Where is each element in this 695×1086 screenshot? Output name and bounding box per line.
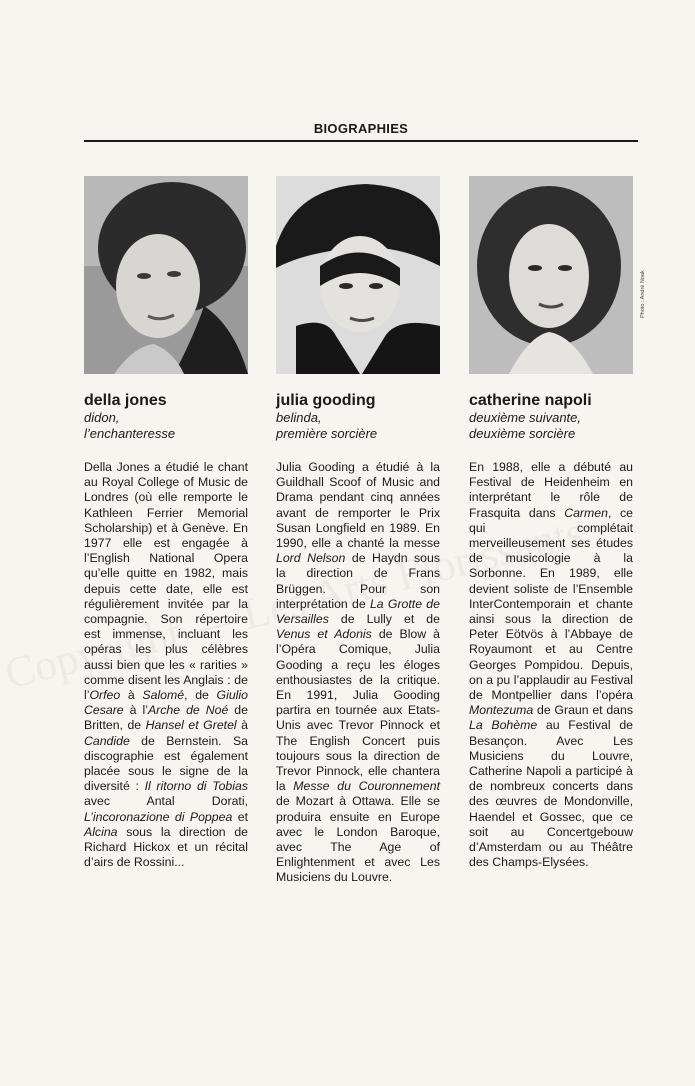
artist-role-line2: l’enchanteresse	[84, 426, 176, 441]
artist-role-line2: deuxième sorcière	[469, 426, 576, 441]
artist-column-julia-gooding	[276, 176, 440, 886]
artist-role-line1: belinda,	[276, 410, 322, 425]
artist-name: catherine napoli	[469, 392, 592, 409]
photo-credit: Photo : André Noak	[640, 270, 646, 318]
portrait-photo	[84, 176, 248, 374]
artist-name: julia gooding	[276, 392, 376, 409]
artist-column-della-jones	[84, 176, 248, 870]
artist-bio: En 1988, elle a débuté au Festival de Heidenheim en interprétant le rôle de Frasquita dans Carmen, ce qui complétait merveilleusement ses études de musicologie à la Sorbonne. En 1989, elle devient soliste de l’Ensemble InterContemporain et chante ainsi sous la direction de Peter Eötvös à l’Abbaye de Royaumont et au Centre Georges Pompidou. Depuis, on a pu l’applaudir au Festival de Montpellier dans l’opéra Montezuma de Graun et dans La Bohème au Festival de Besançon. Avec Les Musiciens du Louvre, Catherine Napoli a participé à de nombreux concerts dans des œuvres de Mondonville, Haendel et Gossec, que ce soit au Concertgebouw d’Amsterdam ou au Théâtre des Champs-Elysées.	[469, 460, 633, 870]
artist-role-line1: deuxième suivante,	[469, 410, 582, 425]
portrait-photo	[276, 176, 440, 374]
artist-bio: Della Jones a étudié le chant au Royal College of Music de Londres (où elle remporte le Kathleen Ferrier Memorial Scholarship) et à Genève. En 1977 elle est engagée à l’English National Opera qu’elle quitte en 1982, mais depuis cette date, elle est régulièrement invitée par la compagnie. Son répertoire est immense, incluant les opéras les plus célèbres aussi bien que les « rarities » comme disent les Anglais : de l’Orfeo à Salomé, de Giulio Cesare à l’Arche de Noé de Britten, de Hansel et Gretel à Candide de Bernstein. Sa discographie est également placée sous le signe de la diversité : Il ritorno di Tobias avec Antal Dorati, L’incoronazione di Poppea et Alcina sous la direction de Richard Hickox et un récital d’airs de Rossini...	[84, 460, 248, 870]
artist-role-line2: première sorcière	[276, 426, 378, 441]
artist-role-line1: didon,	[84, 410, 120, 425]
header-rule	[84, 140, 638, 142]
artist-bio: Julia Gooding a étudié à la Guildhall Scoof of Music and Drama pendant cinq années avant de remporter le Prix Susan Longfield en 1989. En 1990, elle a chanté la messe Lord Nelson de Haydn sous la direction de Frans Brüggen. Pour son interprétation de La Grotte de Versailles de Lully et de Venus et Adonis de Blow à l’Opéra Comique, Julia Gooding a reçu les éloges enthousiastes de la critique. En 1991, Julia Gooding partira en tournée aux Etats-Unis avec Trevor Pinnock et The English Concert puis toujours sous la direction de Trevor Pinnock, elle chantera la Messe du Couronnement de Mozart à Ottawa. Elle se produira ensuite en Europe avec le London Baroque, avec The Age of Enlightenment et avec Les Musiciens du Louvre.	[276, 460, 440, 885]
portrait-photo	[469, 176, 633, 374]
section-title: BIOGRAPHIES	[313, 121, 409, 136]
artist-name: della jones	[84, 392, 167, 409]
